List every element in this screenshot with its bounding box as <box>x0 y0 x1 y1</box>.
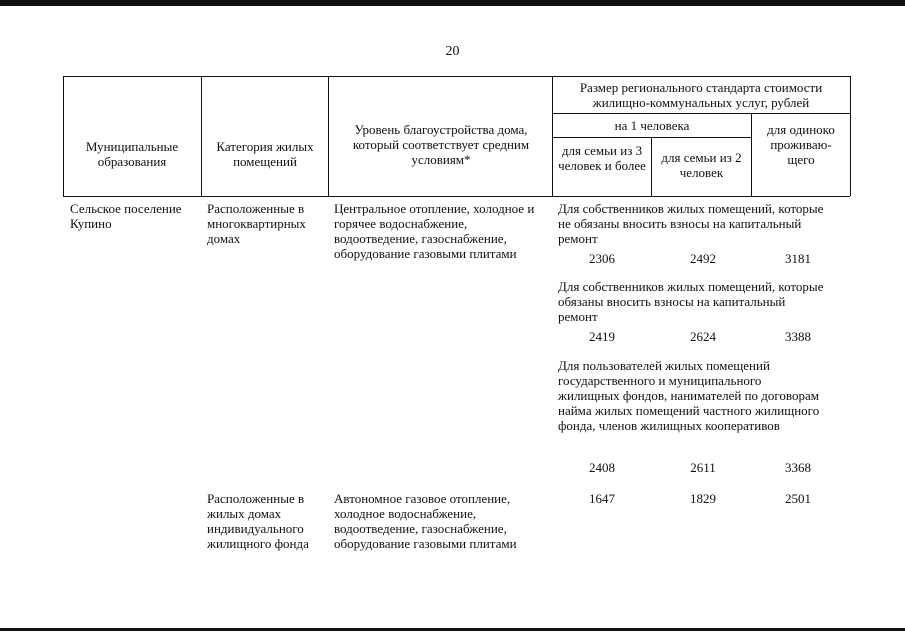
col-line-2 <box>328 76 329 196</box>
level-private: Автономное газовое отопление, холодное водоснабжение, водоотведение, газоснабжение, оборудование газовыми плитами <box>334 491 517 551</box>
header-standard: Размер регионального стандарта стоимости жилищно-коммунальных услуг, рублей <box>579 80 823 110</box>
col-line-5 <box>751 113 752 196</box>
group-2-value-family2: 2624 <box>690 329 716 344</box>
group-3-value-family2: 2611 <box>690 460 716 475</box>
header-category: Категория жилых помещений <box>216 139 314 169</box>
header-municipality: Муниципальные образования <box>85 139 179 169</box>
header-subline <box>552 113 850 114</box>
private-value-single: 2501 <box>785 491 811 506</box>
header-per-person: на 1 человека <box>614 118 690 133</box>
col-line-4 <box>651 137 652 196</box>
group-3-label: Для пользователей жилых помещений государственного и муниципального жилищных фондов, нанимателей по договорам найма жилых помещений частного жилищного фонда, членов жилищных кооперативов <box>558 358 820 433</box>
private-value-family3: 1647 <box>589 491 615 506</box>
table-right-line <box>850 76 851 196</box>
level-apartment: Центральное отопление, холодное и горячее водоснабжение, водоотведение, газоснабжение, оборудование газовыми плитами <box>334 201 535 261</box>
bottom-border <box>0 628 905 631</box>
municipality-name: Сельское поселение Купино <box>70 201 182 231</box>
table-top-line <box>63 76 850 77</box>
category-private: Расположенные в жилых домах индивидуального жилищного фонда <box>207 491 309 551</box>
page-number: 20 <box>445 44 460 59</box>
group-2-value-single: 3388 <box>785 329 811 344</box>
private-value-family2: 1829 <box>690 491 716 506</box>
col-line-3 <box>552 76 553 196</box>
header-bottom-line <box>63 196 850 197</box>
group-1-value-family3: 2306 <box>589 251 615 266</box>
group-3-value-single: 3368 <box>785 460 811 475</box>
col-line-1 <box>201 76 202 196</box>
category-apartment: Расположенные в многоквартирных домах <box>207 201 306 246</box>
group-3-value-family3: 2408 <box>589 460 615 475</box>
group-2-value-family3: 2419 <box>589 329 615 344</box>
top-border <box>0 0 905 6</box>
header-family2: для семьи из 2 человек <box>661 150 742 180</box>
group-1-value-single: 3181 <box>785 251 811 266</box>
table-left-line <box>63 76 64 196</box>
group-2-label: Для собственников жилых помещений, которые обязаны вносить взносы на капитальный ремонт <box>558 279 824 324</box>
header-single: для одиноко проживаю-щего <box>767 122 835 167</box>
group-1-value-family2: 2492 <box>690 251 716 266</box>
header-level: Уровень благоустройства дома, который соответствует средним условиям* <box>352 122 530 167</box>
header-family3: для семьи из 3 человек и более <box>558 143 646 173</box>
group-1-label: Для собственников жилых помещений, которые не обязаны вносить взносы на капитальный ремонт <box>558 201 824 246</box>
